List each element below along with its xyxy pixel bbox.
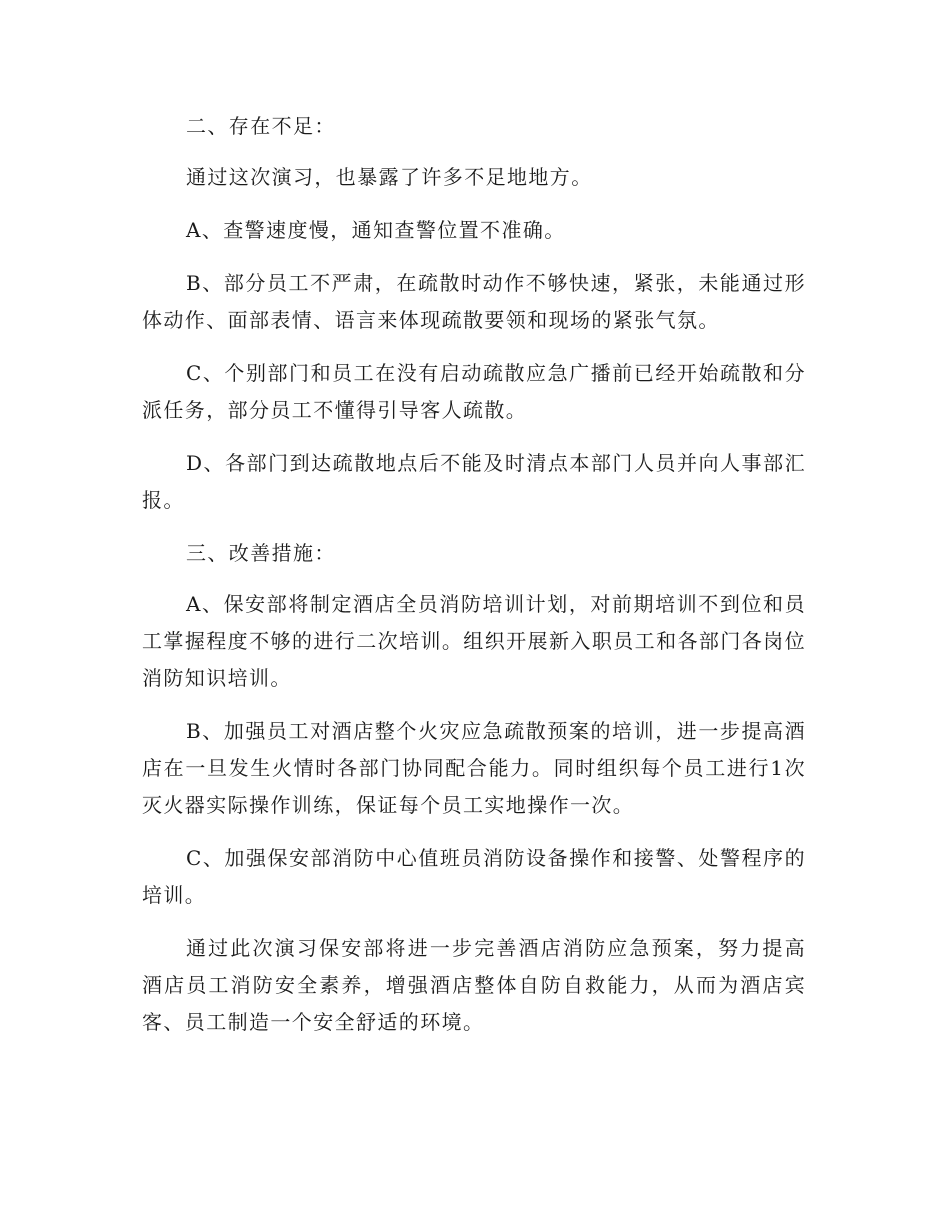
measure-c-paragraph: C、加强保安部消防中心值班员消防设备操作和接警、处警程序的培训。: [142, 846, 806, 907]
measure-a-paragraph: A、保安部将制定酒店全员消防培训计划，对前期培训不到位和员工掌握程度不够的进行二次培训。组织开展新入职员工和各部门各岗位消防知识培训。: [142, 592, 806, 690]
intro-paragraph: 通过这次演习，也暴露了许多不足地地方。: [186, 165, 593, 189]
conclusion-paragraph: 通过此次演习保安部将进一步完善酒店消防应急预案，努力提高酒店员工消防安全素养，增强酒店整体自防自救能力，从而为酒店宾客、员工制造一个安全舒适的环境。: [142, 936, 806, 1034]
issue-a-paragraph: A、查警速度慢，通知查警位置不准确。: [186, 218, 566, 242]
measure-b-paragraph: B、加强员工对酒店整个火灾应急疏散预案的培训，进一步提高酒店在一旦发生火情时各部门协同配合能力。同时组织每个员工进行1次灭火器实际操作训练，保证每个员工实地操作一次。: [142, 719, 806, 817]
document-body: [142, 108, 806, 1057]
section-three-heading: 三、改善措施：: [186, 541, 336, 565]
issue-d-paragraph: D、各部门到达疏散地点后不能及时清点本部门人员并向人事部汇报。: [142, 451, 806, 512]
issue-c-paragraph: C、个别部门和员工在没有启动疏散应急广播前已经开始疏散和分派任务，部分员工不懂得引导客人疏散。: [142, 361, 806, 422]
section-two-heading: 二、存在不足：: [186, 114, 336, 138]
issue-b-paragraph: B、部分员工不严肃，在疏散时动作不够快速，紧张，未能通过形体动作、面部表情、语言来体现疏散要领和现场的紧张气氛。: [142, 271, 806, 332]
